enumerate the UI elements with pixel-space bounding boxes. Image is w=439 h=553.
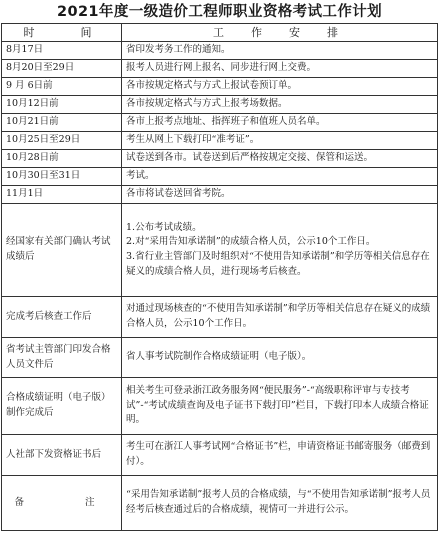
schedule-table	[1, 23, 438, 531]
table-row	[2, 42, 438, 60]
table-row	[2, 204, 438, 297]
row-time: 10月12日前	[2, 96, 122, 114]
page-title: 2021年度一级造价工程师职业资格考试工作计划	[56, 4, 383, 20]
row-work: 省印发考务工作的通知。	[122, 42, 438, 60]
work-item: 3.省行业主管部门及时组织对“不使用告知承诺制”和学历等相关信息存在疑义的成绩合格人员，进行现场考后核查。	[126, 251, 430, 277]
header-work: 工 作 安 排	[122, 24, 438, 42]
row-time: 9 月 6日前	[2, 78, 122, 96]
table-row	[2, 435, 438, 476]
row-time: 10月30日至31日	[2, 168, 122, 186]
table-row	[2, 338, 438, 378]
row-work	[122, 204, 438, 297]
table-row	[2, 96, 438, 114]
row-work: 省人事考试院制作合格成绩证明（电子版）。	[122, 338, 438, 378]
row-time: 合格成绩证明（电子版）制作完成后	[2, 378, 122, 435]
table-row	[2, 297, 438, 338]
table-row	[2, 476, 438, 531]
table-row	[2, 168, 438, 186]
row-time: 人社部下发资格证书后	[2, 435, 122, 476]
row-time: 经国家有关部门确认考试成绩后	[2, 204, 122, 297]
row-time: 11月1日	[2, 186, 122, 204]
row-work: 试卷送到各市。试卷送到后严格按规定交接、保管和运送。	[122, 150, 438, 168]
row-work: 报考人员进行网上报名、同步进行网上交费。	[122, 60, 438, 78]
row-work: 考试。	[122, 168, 438, 186]
table-row	[2, 378, 438, 435]
row-time: 完成考后核查工作后	[2, 297, 122, 338]
row-time: 10月21日前	[2, 114, 122, 132]
table-header-row	[2, 24, 438, 42]
row-time: 10月28日前	[2, 150, 122, 168]
row-time: 8月17日	[2, 42, 122, 60]
row-work: 相关考生可登录浙江政务服务网“便民服务”-“高级职称评审与专技考试”-“考试成绩查询及电子证书下载打印”栏目，下载打印本人成绩合格证明。	[122, 378, 438, 435]
row-work: 各市上报考点地址、指挥班子和值班人员名单。	[122, 114, 438, 132]
table-row	[2, 132, 438, 150]
row-work: 各市按规定格式与方式上报试卷预订单。	[122, 78, 438, 96]
row-work: 各市将试卷送回省考院。	[122, 186, 438, 204]
work-item: 2.对“采用告知承诺制”的成绩合格人员，公示10个工作日。	[126, 236, 376, 248]
row-time: 省考试主管部门印发合格人员文件后	[2, 338, 122, 378]
header-time: 时 间	[2, 24, 122, 42]
table-row	[2, 78, 438, 96]
table-row	[2, 150, 438, 168]
table-row	[2, 186, 438, 204]
row-work: “采用告知承诺制”报考人员的合格成绩，与“不使用告知承诺制”报考人员经考后核查通过后的合格成绩，视情可一并进行公示。	[122, 476, 438, 531]
row-time: 备 注	[2, 476, 122, 531]
row-time: 8月20日至29日	[2, 60, 122, 78]
work-item: 1.公布考试成绩。	[126, 221, 202, 233]
row-work: 考生从网上下载打印“准考证”。	[122, 132, 438, 150]
row-work: 对通过现场核查的“不使用告知承诺制”和学历等相关信息存在疑义的成绩合格人员，公示10个工作日。	[122, 297, 438, 338]
table-row	[2, 60, 438, 78]
row-time: 10月25日至29日	[2, 132, 122, 150]
row-work: 各市按规定格式与方式上报考场数据。	[122, 96, 438, 114]
table-row	[2, 114, 438, 132]
row-work: 考生可在浙江人事考试网“合格证书”栏，申请资格证书邮寄服务（邮费到付）。	[122, 435, 438, 476]
